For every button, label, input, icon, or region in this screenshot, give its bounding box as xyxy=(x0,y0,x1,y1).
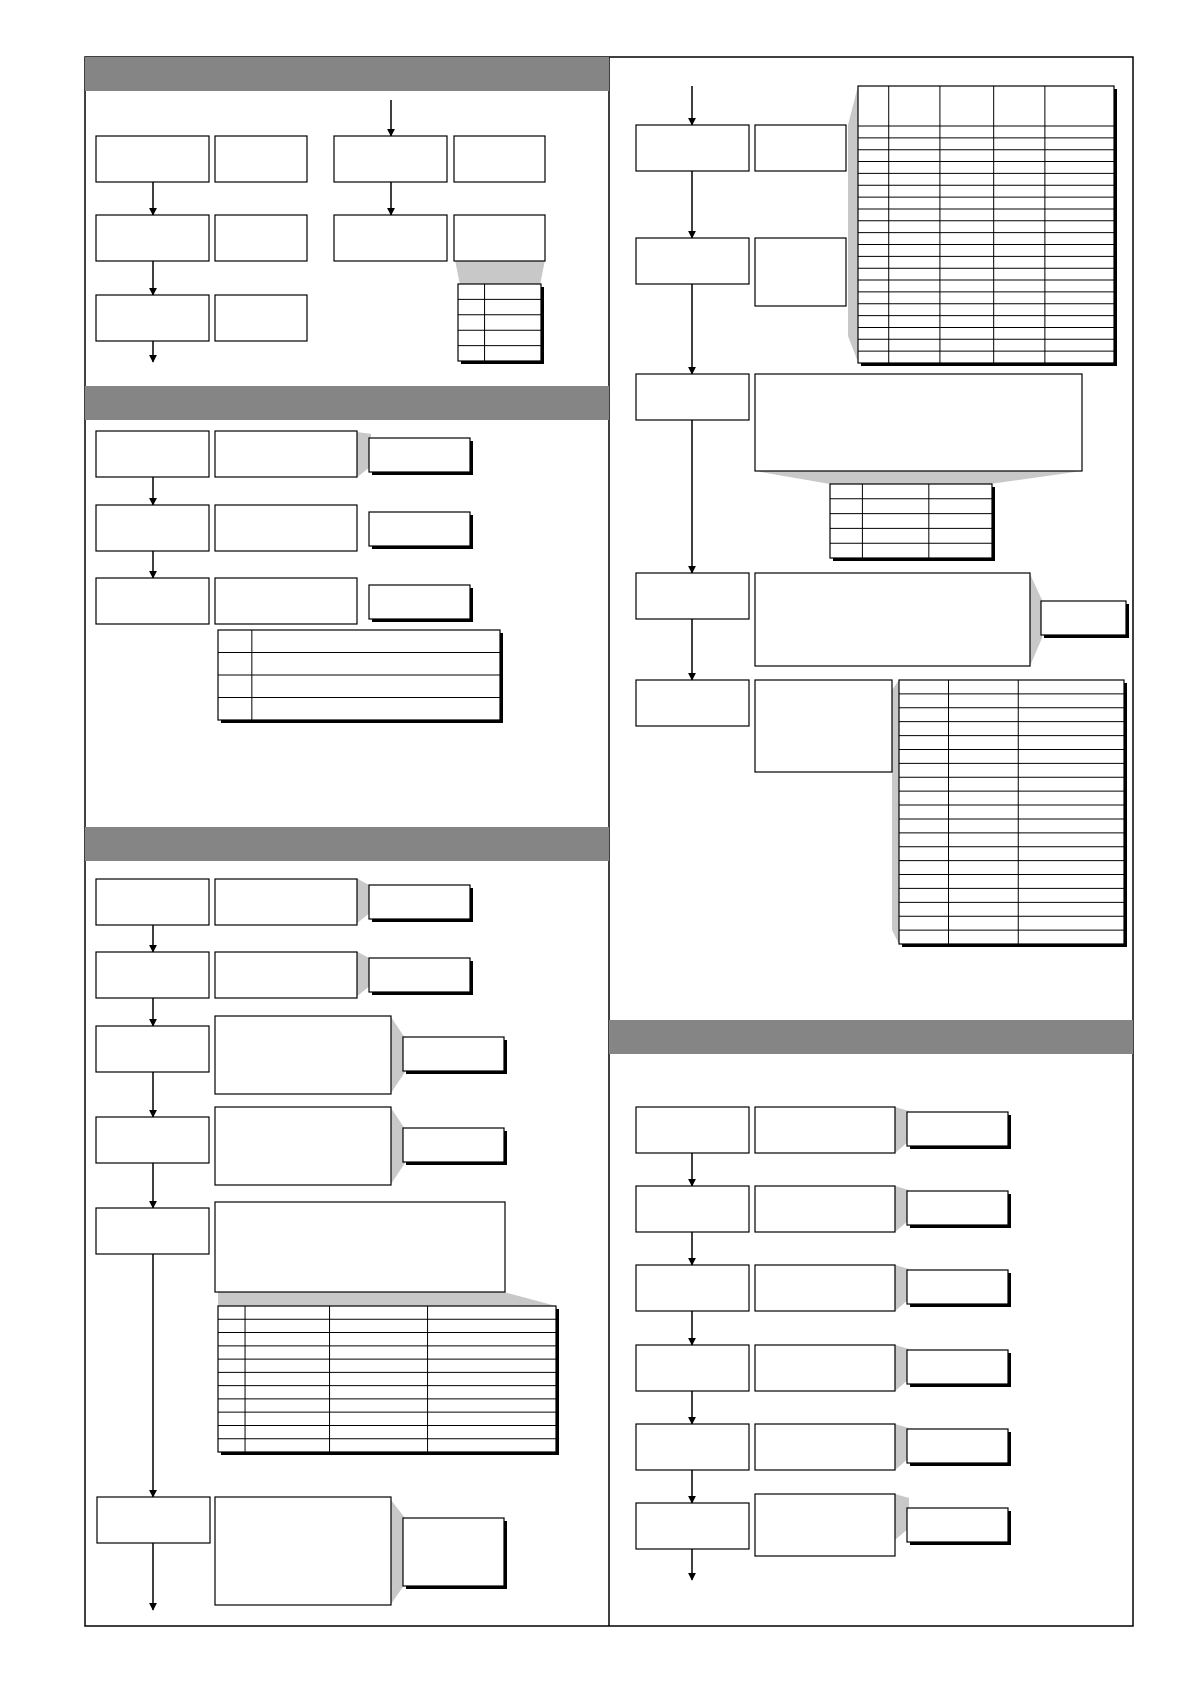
s5-value-box-1 xyxy=(907,1112,1008,1146)
s4-desc-box-3 xyxy=(755,374,1082,471)
s2-step-box-3 xyxy=(96,578,209,624)
table-3 xyxy=(218,1306,556,1452)
s4-step-box-3 xyxy=(636,374,749,420)
s1-step-box-3 xyxy=(96,295,209,341)
s1-desc-box-4 xyxy=(454,136,545,182)
s2-value-box-2 xyxy=(369,512,470,546)
s2-step-box-2 xyxy=(96,505,209,551)
s3-step-box-2 xyxy=(96,952,209,998)
s3-value-box-1 xyxy=(369,885,470,919)
s5-step-box-2 xyxy=(636,1186,749,1232)
s2-value-box-1 xyxy=(369,438,470,472)
s1-step-box-5 xyxy=(334,215,447,261)
s3-desc-box-3 xyxy=(215,1016,391,1094)
s4-desc-box-2 xyxy=(755,238,846,306)
s3-step-box-4 xyxy=(96,1117,209,1163)
table-5 xyxy=(830,484,992,558)
s5-value-box-5 xyxy=(907,1429,1008,1463)
s5-desc-box-3 xyxy=(755,1265,895,1311)
s5-value-box-3 xyxy=(907,1270,1008,1304)
s2-step-box-1 xyxy=(96,431,209,477)
s1-desc-box-1 xyxy=(215,136,307,182)
section-header-bar-3 xyxy=(85,827,609,861)
s4-step-box-2 xyxy=(636,238,749,284)
s3-value-box-6 xyxy=(403,1518,504,1586)
s5-step-box-4 xyxy=(636,1345,749,1391)
s3-step-box-6 xyxy=(97,1497,210,1543)
s3-value-box-3 xyxy=(403,1037,504,1071)
callout-connector-table-6 xyxy=(892,680,899,944)
s5-step-box-6 xyxy=(636,1503,749,1549)
s3-value-box-4 xyxy=(403,1128,504,1162)
s2-value-box-3 xyxy=(369,585,470,619)
s5-desc-box-6 xyxy=(755,1494,895,1556)
s3-value-box-2 xyxy=(369,958,470,992)
s3-desc-box-1 xyxy=(215,879,357,925)
section-header-bar-2 xyxy=(85,386,609,420)
s2-desc-box-3 xyxy=(215,578,357,624)
s2-desc-box-2 xyxy=(215,505,357,551)
table-1 xyxy=(458,284,541,361)
table-4 xyxy=(858,86,1114,363)
s5-step-box-5 xyxy=(636,1424,749,1470)
section-header-bar-1 xyxy=(85,57,609,91)
s5-value-box-6 xyxy=(907,1508,1008,1542)
s4-step-box-5 xyxy=(636,680,749,726)
s3-step-box-5 xyxy=(96,1208,209,1254)
s4-desc-box-5 xyxy=(755,680,892,772)
s1-step-box-4 xyxy=(334,136,447,182)
s3-desc-box-5 xyxy=(215,1202,505,1292)
s5-desc-box-5 xyxy=(755,1424,895,1470)
s3-desc-box-6 xyxy=(215,1497,391,1605)
s4-desc-box-4 xyxy=(755,573,1030,666)
s3-step-box-1 xyxy=(96,879,209,925)
s1-desc-box-5 xyxy=(454,215,545,261)
s1-desc-box-2 xyxy=(215,215,307,261)
s4-step-box-1 xyxy=(636,125,749,171)
s4-desc-box-1 xyxy=(755,125,846,171)
s1-step-box-1 xyxy=(96,136,209,182)
s5-step-box-1 xyxy=(636,1107,749,1153)
s4-value-box-4 xyxy=(1041,601,1126,635)
callout-connector-table-4 xyxy=(848,86,858,362)
s3-desc-box-4 xyxy=(215,1107,391,1185)
s5-desc-box-1 xyxy=(755,1107,895,1153)
s1-desc-box-3 xyxy=(215,295,307,341)
s5-desc-box-2 xyxy=(755,1186,895,1232)
s5-step-box-3 xyxy=(636,1265,749,1311)
s5-value-box-2 xyxy=(907,1191,1008,1225)
s4-step-box-4 xyxy=(636,573,749,619)
s5-value-box-4 xyxy=(907,1350,1008,1384)
callout-connector-table-3 xyxy=(218,1292,556,1306)
s3-desc-box-2 xyxy=(215,952,357,998)
s3-step-box-3 xyxy=(96,1026,209,1072)
table-6 xyxy=(899,680,1124,944)
s5-desc-box-4 xyxy=(755,1345,895,1391)
s1-step-box-2 xyxy=(96,215,209,261)
section-header-bar-5 xyxy=(609,1020,1133,1054)
callout-connector-table-1 xyxy=(455,260,545,285)
s2-desc-box-1 xyxy=(215,431,357,477)
